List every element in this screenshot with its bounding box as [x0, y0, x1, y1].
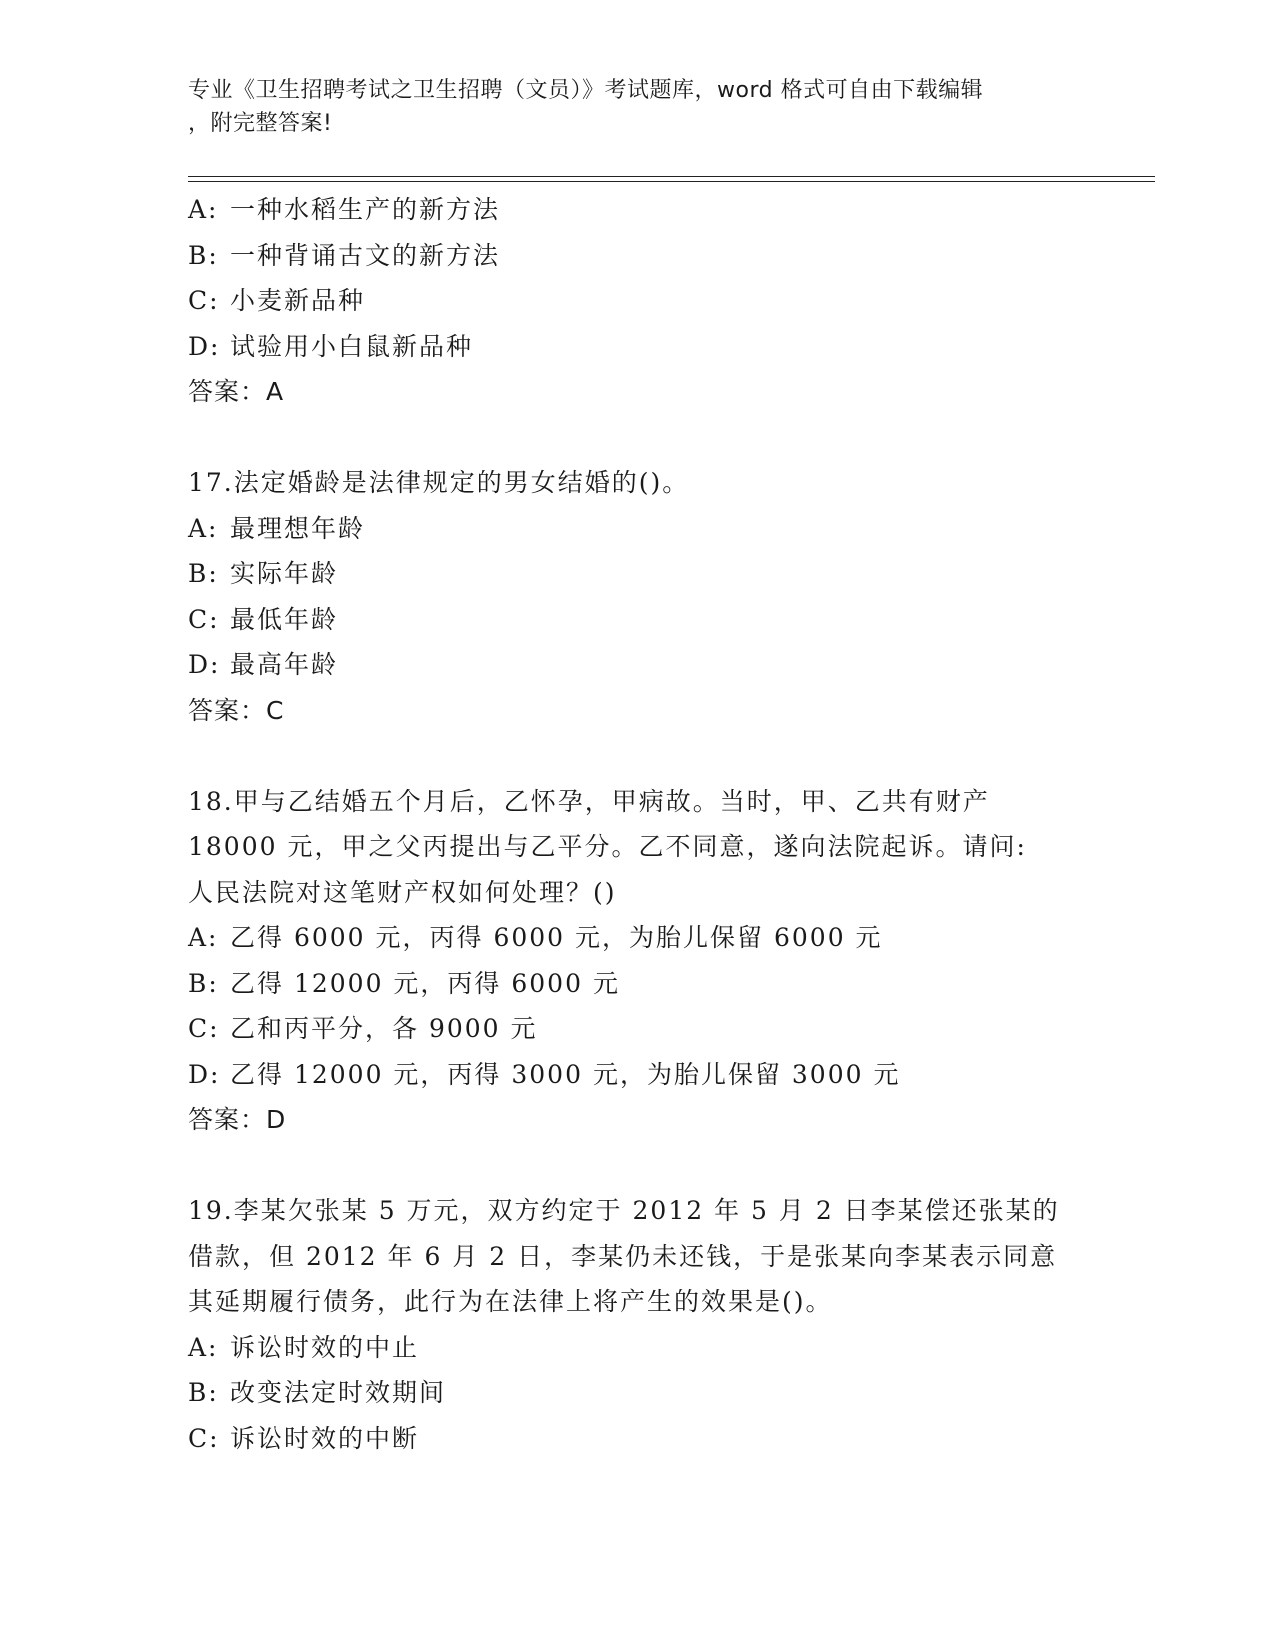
option-b: B: 改变法定时效期间	[188, 1378, 447, 1407]
option-c: C: 乙和丙平分，各 9000 元	[188, 1014, 538, 1043]
option-d: D: 试验用小白鼠新品种	[188, 331, 474, 361]
question-stem-line: 人民法院对这笔财产权如何处理？()	[188, 877, 617, 907]
header-line-1: 专业《卫生招聘考试之卫生招聘（文员）》考试题库，word 格式可自由下载编辑	[188, 78, 984, 103]
option-a: A: 乙得 6000 元，丙得 6000 元，为胎儿保留 6000 元	[188, 923, 883, 952]
question-stem-line: 19.李某欠张某 5 万元，双方约定于 2012 年 5 月 2 日李某偿还张某的	[188, 1196, 1060, 1225]
header-double-rule	[188, 176, 1155, 182]
option-c: C: 诉讼时效的中断	[188, 1423, 420, 1453]
question-stem-line: 其延期履行债务，此行为在法律上将产生的效果是()。	[188, 1287, 833, 1316]
header-line-2: ，附完整答案!	[188, 111, 333, 136]
option-a: A: 最理想年龄	[188, 513, 366, 543]
question-stem-line: 18.甲与乙结婚五个月后，乙怀孕，甲病故。当时，甲、乙共有财产	[188, 786, 990, 816]
option-c: C: 小麦新品种	[188, 286, 366, 315]
answer-label: 答案：A	[188, 377, 285, 406]
option-a: A: 一种水稻生产的新方法	[188, 195, 501, 224]
question-16	[188, 187, 1088, 415]
question-stem-line: 借款，但 2012 年 6 月 2 日，李某仍未还钱，于是张某向李某表示同意	[188, 1241, 1058, 1271]
option-c: C: 最低年龄	[188, 604, 339, 634]
question-18	[188, 779, 1088, 1143]
question-content	[188, 187, 1088, 1461]
answer-label: 答案：D	[188, 1105, 287, 1134]
question-17	[188, 460, 1088, 733]
option-b: B: 一种背诵古文的新方法	[188, 240, 501, 270]
option-b: B: 乙得 12000 元，丙得 6000 元	[188, 968, 620, 998]
question-stem-line: 18000 元，甲之父丙提出与乙平分。乙不同意，遂向法院起诉。请问:	[188, 832, 1027, 861]
option-b: B: 实际年龄	[188, 559, 339, 588]
page-header	[188, 74, 1088, 140]
option-d: D: 最高年龄	[188, 650, 339, 679]
answer-label: 答案：C	[188, 695, 285, 725]
question-19	[188, 1188, 1088, 1461]
option-a: A: 诉讼时效的中止	[188, 1332, 420, 1362]
question-stem: 17.法定婚龄是法律规定的男女结婚的()。	[188, 468, 690, 497]
option-d: D: 乙得 12000 元，丙得 3000 元，为胎儿保留 3000 元	[188, 1059, 901, 1089]
